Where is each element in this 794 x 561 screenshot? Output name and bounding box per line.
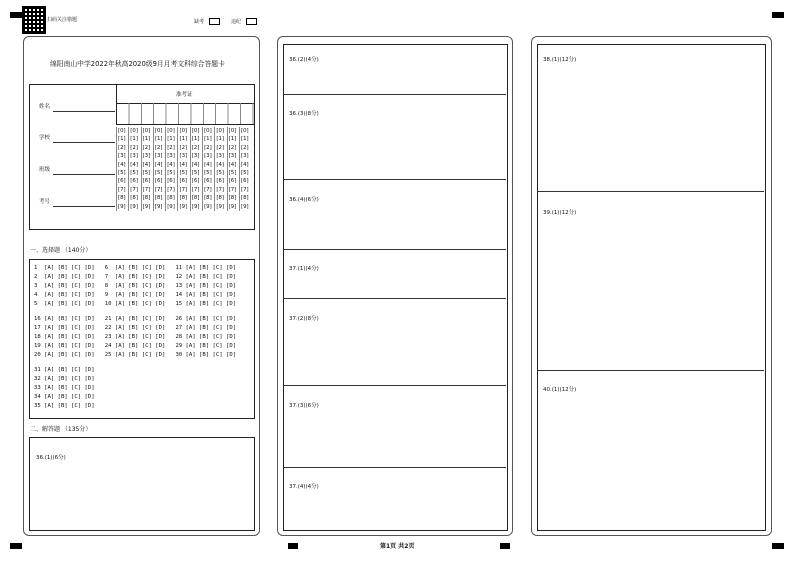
- digit-bubble[interactable]: [8]: [154, 195, 163, 202]
- q36-4-label: 36.(4)(6分): [289, 197, 319, 203]
- choice-block-2[interactable]: [34, 315, 236, 360]
- digit-bubble[interactable]: [8]: [130, 195, 138, 202]
- field-school: 学校: [39, 135, 51, 141]
- digit-bubble[interactable]: [7]: [179, 186, 188, 193]
- digit-bubble[interactable]: [4]: [142, 161, 151, 168]
- digit-bubble[interactable]: [5]: [154, 170, 163, 177]
- digit-bubble[interactable]: [1]: [204, 136, 212, 143]
- digit-bubble[interactable]: [4]: [228, 161, 237, 168]
- digit-bubble[interactable]: [8]: [228, 195, 237, 202]
- digit-bubble[interactable]: [6]: [228, 178, 237, 185]
- digit-bubble[interactable]: [9]: [191, 203, 200, 210]
- class-line[interactable]: [53, 174, 115, 175]
- digit-bubble[interactable]: [1]: [167, 136, 175, 143]
- absent-label: 缺考: [194, 19, 205, 25]
- corner-mark-br: [772, 543, 784, 549]
- violation-label: 违纪: [231, 19, 242, 25]
- scan-label: 扫码关注错题: [47, 17, 78, 23]
- field-exam-no: 考号: [39, 199, 51, 205]
- digit-bubble[interactable]: [1]: [240, 136, 249, 143]
- digit-bubble[interactable]: [5]: [167, 170, 175, 177]
- divider-36-3: [283, 94, 506, 95]
- digit-bubble[interactable]: [6]: [240, 178, 249, 185]
- digit-bubble[interactable]: [3]: [167, 153, 175, 160]
- digit-bubble[interactable]: [0]: [130, 128, 138, 134]
- digit-bubble[interactable]: [5]: [240, 170, 249, 177]
- choice-section-title: 一、选择题 （140分）: [30, 247, 92, 254]
- footer-mark-left: [288, 543, 298, 549]
- digit-bubble[interactable]: [9]: [240, 203, 249, 210]
- digit-bubble[interactable]: [6]: [179, 178, 188, 185]
- digit-bubble[interactable]: [5]: [179, 170, 188, 177]
- digit-bubble[interactable]: [2]: [240, 144, 249, 151]
- digit-bubble[interactable]: [8]: [118, 195, 126, 202]
- choice-row[interactable]: 3 [A] [B] [C] [D] 8 [A] [B] [C] [D] 13 [A] [B] [C] [D]: [34, 283, 237, 289]
- admission-label: 准考证: [176, 92, 193, 98]
- digit-bubble[interactable]: [7]: [118, 186, 126, 193]
- digit-bubble[interactable]: [1]: [191, 136, 200, 143]
- divider-37-3: [283, 385, 506, 386]
- divider-37-2: [283, 298, 506, 299]
- digit-bubble[interactable]: [3]: [191, 153, 200, 160]
- digit-bubble[interactable]: [6]: [191, 178, 200, 185]
- digit-bubble[interactable]: [8]: [142, 195, 151, 202]
- footer-mark-right: [500, 543, 510, 549]
- digit-bubble[interactable]: [4]: [191, 161, 200, 168]
- choice-row[interactable]: 31 [A] [B] [C] [D]: [34, 367, 95, 373]
- school-line[interactable]: [53, 142, 115, 143]
- digit-bubble[interactable]: [0]: [118, 128, 126, 134]
- digit-bubble[interactable]: [2]: [216, 144, 225, 151]
- corner-mark-tr: [772, 12, 784, 18]
- answer-section-title: 二、解答题 （135分）: [30, 426, 92, 433]
- digit-bubble[interactable]: [7]: [191, 186, 200, 193]
- digit-bubble[interactable]: [2]: [179, 144, 188, 151]
- digit-bubble[interactable]: [5]: [118, 170, 126, 177]
- choice-row[interactable]: 35 [A] [B] [C] [D]: [34, 403, 95, 409]
- digit-bubble[interactable]: [2]: [191, 144, 200, 151]
- digit-bubble[interactable]: [3]: [130, 153, 138, 160]
- corner-mark-bl: [10, 543, 22, 549]
- card-title: 绵阳南山中学2022年秋高2020级9月月考文科综合答题卡: [50, 60, 225, 68]
- digit-bubble[interactable]: [1]: [179, 136, 188, 143]
- field-class: 班级: [39, 167, 51, 173]
- divider-39: [537, 191, 764, 192]
- divider-37-1: [283, 249, 506, 250]
- admission-digit-column[interactable]: [165, 127, 177, 211]
- divider-36-4: [283, 179, 506, 180]
- digit-bubble[interactable]: [7]: [142, 186, 151, 193]
- admission-digit-column[interactable]: [128, 127, 140, 211]
- digit-bubble[interactable]: [8]: [216, 195, 225, 202]
- admission-write-row[interactable]: [116, 103, 254, 125]
- digit-bubble[interactable]: [7]: [228, 186, 237, 193]
- choice-row[interactable]: 2 [A] [B] [C] [D] 7 [A] [B] [C] [D] 12 [A] [B] [C] [D]: [34, 274, 237, 280]
- digit-bubble[interactable]: [8]: [204, 195, 212, 202]
- admission-digit-column[interactable]: [190, 127, 202, 211]
- choice-row[interactable]: 33 [A] [B] [C] [D]: [34, 385, 95, 391]
- digit-bubble[interactable]: [7]: [216, 186, 225, 193]
- digit-bubble[interactable]: [6]: [204, 178, 212, 185]
- digit-bubble[interactable]: [2]: [142, 144, 151, 151]
- digit-bubble[interactable]: [6]: [216, 178, 225, 185]
- q36-3-label: 36.(3)(8分): [289, 111, 319, 117]
- digit-bubble[interactable]: [4]: [204, 161, 212, 168]
- digit-bubble[interactable]: [9]: [167, 203, 175, 210]
- digit-bubble[interactable]: [3]: [228, 153, 237, 160]
- middle-answer-box[interactable]: [283, 44, 508, 531]
- digit-bubble[interactable]: [3]: [204, 153, 212, 160]
- digit-bubble[interactable]: [6]: [167, 178, 175, 185]
- digit-bubble[interactable]: [2]: [154, 144, 163, 151]
- digit-bubble[interactable]: [7]: [240, 186, 249, 193]
- q39-label: 39.(1)(12分): [543, 210, 577, 216]
- digit-bubble[interactable]: [4]: [179, 161, 188, 168]
- digit-bubble[interactable]: [2]: [118, 144, 126, 151]
- violation-checkbox[interactable]: [246, 18, 257, 25]
- digit-bubble[interactable]: [4]: [216, 161, 225, 168]
- digit-bubble[interactable]: [9]: [228, 203, 237, 210]
- q37-4-label: 37.(4)(4分): [289, 484, 319, 490]
- digit-bubble[interactable]: [9]: [118, 203, 126, 210]
- digit-bubble[interactable]: [3]: [154, 153, 163, 160]
- digit-bubble[interactable]: [0]: [216, 128, 225, 134]
- digit-bubble[interactable]: [1]: [142, 136, 151, 143]
- admission-digit-column[interactable]: [141, 127, 153, 211]
- digit-bubble[interactable]: [8]: [179, 195, 188, 202]
- admission-digit-column[interactable]: [239, 127, 251, 211]
- q40-label: 40.(1)(12分): [543, 387, 577, 393]
- digit-bubble[interactable]: [1]: [228, 136, 237, 143]
- q36-1-box[interactable]: [29, 437, 255, 531]
- digit-bubble[interactable]: [8]: [191, 195, 200, 202]
- choice-row[interactable]: 5 [A] [B] [C] [D] 10 [A] [B] [C] [D] 15 [A] [B] [C] [D]: [34, 301, 237, 307]
- admission-digit-column[interactable]: [202, 127, 214, 211]
- digit-bubble[interactable]: [0]: [240, 128, 249, 134]
- digit-bubble[interactable]: [9]: [130, 203, 138, 210]
- digit-bubble[interactable]: [2]: [228, 144, 237, 151]
- digit-bubble[interactable]: [3]: [216, 153, 225, 160]
- admission-digit-column[interactable]: [177, 127, 189, 211]
- digit-bubble[interactable]: [7]: [204, 186, 212, 193]
- corner-mark-tl: [10, 12, 22, 18]
- digit-bubble[interactable]: [5]: [142, 170, 151, 177]
- digit-bubble[interactable]: [3]: [118, 153, 126, 160]
- digit-bubble[interactable]: [0]: [228, 128, 237, 134]
- digit-bubble[interactable]: [8]: [167, 195, 175, 202]
- digit-bubble[interactable]: [9]: [179, 203, 188, 210]
- right-answer-box[interactable]: [537, 44, 766, 531]
- digit-bubble[interactable]: [6]: [118, 178, 126, 185]
- admission-digit-column[interactable]: [153, 127, 165, 211]
- digit-bubble[interactable]: [5]: [216, 170, 225, 177]
- digit-bubble[interactable]: [1]: [154, 136, 163, 143]
- choice-row[interactable]: 16 [A] [B] [C] [D] 21 [A] [B] [C] [D] 26 [A] [B] [C] [D]: [34, 316, 237, 322]
- digit-bubble[interactable]: [4]: [130, 161, 138, 168]
- digit-bubble[interactable]: [0]: [191, 128, 200, 134]
- digit-bubble[interactable]: [1]: [130, 136, 138, 143]
- digit-bubble[interactable]: [6]: [154, 178, 163, 185]
- q36-1-label: 36.(1)(6分): [36, 455, 66, 461]
- digit-bubble[interactable]: [2]: [167, 144, 175, 151]
- digit-bubble[interactable]: [3]: [142, 153, 151, 160]
- choice-row[interactable]: 32 [A] [B] [C] [D]: [34, 376, 95, 382]
- digit-bubble[interactable]: [9]: [204, 203, 212, 210]
- digit-bubble[interactable]: [4]: [154, 161, 163, 168]
- digit-bubble[interactable]: [6]: [142, 178, 151, 185]
- field-name: 姓名: [39, 104, 51, 110]
- digit-bubble[interactable]: [4]: [118, 161, 126, 168]
- digit-bubble[interactable]: [2]: [204, 144, 212, 151]
- choice-block-3[interactable]: [34, 366, 95, 411]
- choice-row[interactable]: 4 [A] [B] [C] [D] 9 [A] [B] [C] [D] 14 [A] [B] [C] [D]: [34, 292, 237, 298]
- digit-bubble[interactable]: [7]: [154, 186, 163, 193]
- exam-no-line[interactable]: [53, 206, 115, 207]
- digit-bubble[interactable]: [5]: [228, 170, 237, 177]
- digit-bubble[interactable]: [4]: [167, 161, 175, 168]
- digit-bubble[interactable]: [2]: [130, 144, 138, 151]
- digit-bubble[interactable]: [4]: [240, 161, 249, 168]
- digit-bubble[interactable]: [9]: [154, 203, 163, 210]
- digit-bubble[interactable]: [0]: [167, 128, 175, 134]
- choice-row[interactable]: 17 [A] [B] [C] [D] 22 [A] [B] [C] [D] 27 [A] [B] [C] [D]: [34, 325, 237, 331]
- q37-1-label: 37.(1)(4分): [289, 266, 319, 272]
- digit-bubble[interactable]: [5]: [130, 170, 138, 177]
- name-line[interactable]: [53, 111, 115, 112]
- q37-3-label: 37.(3)(6分): [289, 403, 319, 409]
- choice-row[interactable]: 18 [A] [B] [C] [D] 23 [A] [B] [C] [D] 28 [A] [B] [C] [D]: [34, 334, 237, 340]
- divider-40: [537, 370, 764, 371]
- digit-bubble[interactable]: [5]: [191, 170, 200, 177]
- admission-digit-column[interactable]: [214, 127, 226, 211]
- digit-bubble[interactable]: [1]: [118, 136, 126, 143]
- choice-block-1[interactable]: [34, 264, 236, 309]
- digit-bubble[interactable]: [0]: [179, 128, 188, 134]
- divider-37-4: [283, 467, 506, 468]
- q38-label: 38.(1)(12分): [543, 57, 577, 63]
- digit-bubble[interactable]: [1]: [216, 136, 225, 143]
- q36-2-label: 36.(2)(4分): [289, 57, 319, 63]
- absent-checkbox[interactable]: [209, 18, 220, 25]
- digit-bubble[interactable]: [7]: [130, 186, 138, 193]
- digit-bubble[interactable]: [3]: [179, 153, 188, 160]
- choice-row[interactable]: 34 [A] [B] [C] [D]: [34, 394, 95, 400]
- q37-2-label: 37.(2)(8分): [289, 316, 319, 322]
- page-footer: 第1页 共2页: [380, 543, 415, 550]
- admission-digit-column[interactable]: [116, 127, 128, 211]
- qr-code: [22, 6, 46, 34]
- digit-bubble[interactable]: [0]: [204, 128, 212, 134]
- digit-bubble[interactable]: [6]: [130, 178, 138, 185]
- digit-bubble[interactable]: [9]: [142, 203, 151, 210]
- digit-bubble[interactable]: [8]: [240, 195, 249, 202]
- digit-bubble[interactable]: [9]: [216, 203, 225, 210]
- digit-bubble[interactable]: [0]: [142, 128, 151, 134]
- choice-row[interactable]: 1 [A] [B] [C] [D] 6 [A] [B] [C] [D] 11 [A] [B] [C] [D]: [34, 265, 237, 271]
- choice-row[interactable]: 19 [A] [B] [C] [D] 24 [A] [B] [C] [D] 29 [A] [B] [C] [D]: [34, 343, 237, 349]
- digit-bubble[interactable]: [7]: [167, 186, 175, 193]
- choice-row[interactable]: 20 [A] [B] [C] [D] 25 [A] [B] [C] [D] 30 [A] [B] [C] [D]: [34, 352, 237, 358]
- admission-bubble-grid[interactable]: [116, 127, 251, 211]
- digit-bubble[interactable]: [3]: [240, 153, 249, 160]
- admission-digit-column[interactable]: [227, 127, 239, 211]
- digit-bubble[interactable]: [0]: [154, 128, 163, 134]
- digit-bubble[interactable]: [5]: [204, 170, 212, 177]
